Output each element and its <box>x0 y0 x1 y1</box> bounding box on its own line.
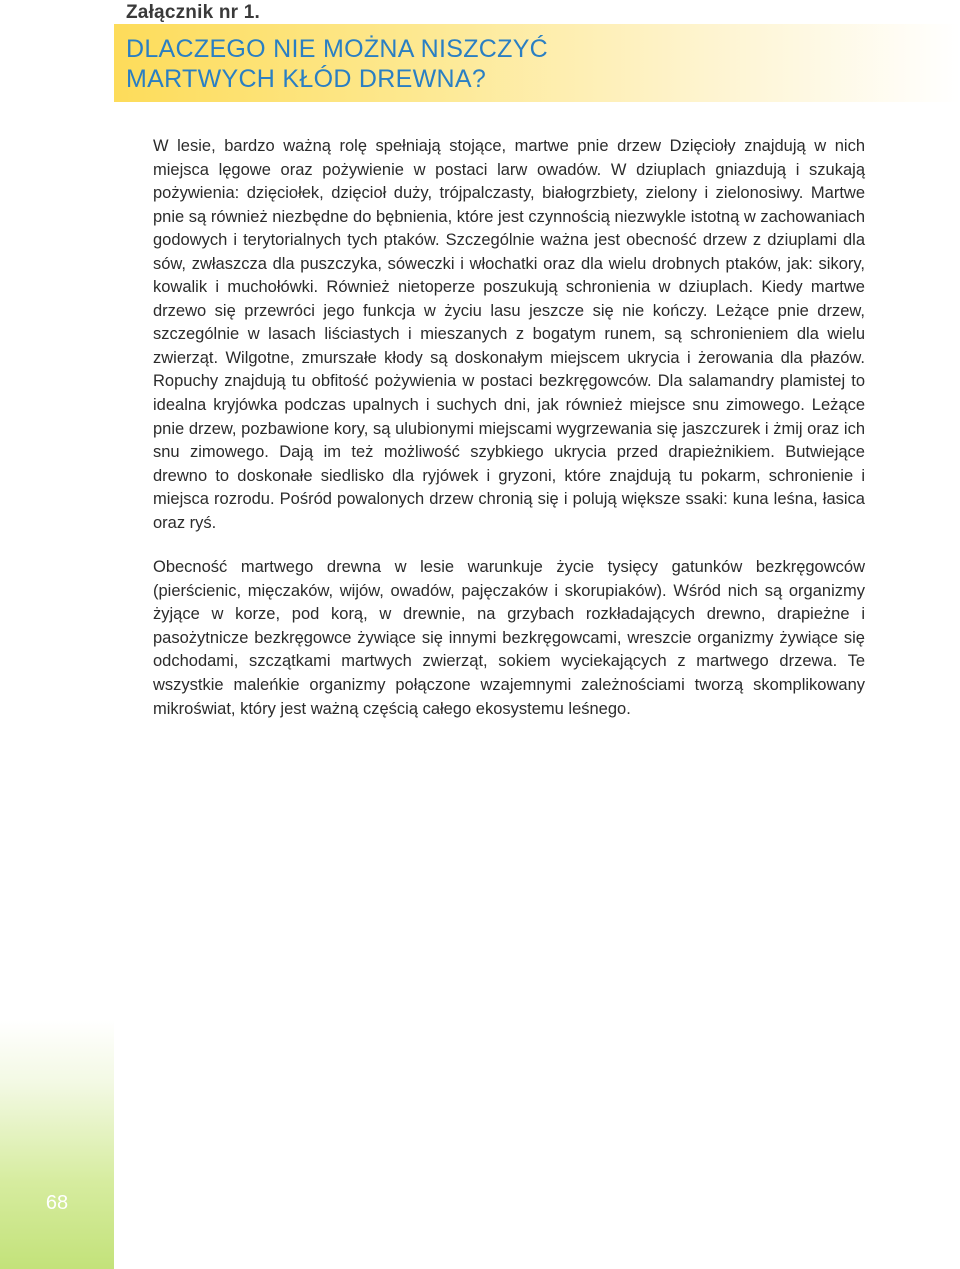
side-strip <box>0 1020 114 1269</box>
paragraph-2: Obecność martwego drewna w lesie warunkuje życie tysięcy gatunków bezkręgowców (pierścienic, mięczaków, wijów, owadów, pajęczaków i skorupiaków). Wśród nich są organizmy żyjące w korze, pod korą, w drewnie, na grzybach rozkładających drewno, drapieżne i pasożytnicze bezkręgowce żywiące się innymi bezkręgowcami, wreszcie organizmy żywiące się odchodami, szczątkami martwych zwierząt, sokiem wyciekających z martwego drzewa. Te wszystkie maleńkie organizmy połączone wzajemnymi zależnościami tworzą skomplikowany mikroświat, który jest ważną częścią całego ekosystemu leśnego. <box>153 558 865 718</box>
page-title-line-1: DLACZEGO NIE MOŻNA NISZCZYĆ <box>126 35 549 63</box>
page-title-line-2: MARTWYCH KŁÓD DREWNA? <box>126 65 487 93</box>
body-text <box>153 135 865 721</box>
page-number: 68 <box>45 1192 69 1214</box>
paragraph-1: W lesie, bardzo ważną rolę spełniają stojące, martwe pnie drzew Dzięcioły znajdują w nich miejsca lęgowe oraz pożywienie w postaci larw owadów. W dziuplach gniazdują i szukają pożywienia: dzięciołek, dzięcioł duży, trójpalczasty, białogrzbiety, zielony i zielonosiwy. Martwe pnie są również niezbędne do bębnienia, które jest czynnością niezwykle istotną w zachowaniach godowych i terytorialnych tych ptaków. Szczególnie ważna jest obecność drzew z dziuplami dla sów, zwłaszcza dla puszczyka, sóweczki i włochatki oraz dla wielu drobnych ptaków, jak: sikory, kowalik i muchołówki. Również nietoperze poszukują schronienia w dziuplach. Kiedy martwe drzewo się przewróci jego funkcja w życiu lasu jeszcze się nie kończy. Leżące pnie drzew, szczególnie w lasach liściastych i mieszanych z bogatym runem, są schronieniem dla wielu zwierząt. Wilgotne, zmurszałe kłody są doskonałym miejscem ukrycia i żerowania dla płazów. Ropuchy znajdują tu obfitość pożywienia w postaci bezkręgowców. Dla salamandry plamistej to idealna kryjówka podczas upalnych i suchych dni, jak również miejsce snu zimowego. Leżące pnie drzew, pozbawione kory, są ulubionymi miejscami wygrzewania się jaszczurek i żmij oraz ich snu zimowego. Dają im też możliwość szybkiego ukrycia przed drapieżnikiem. Butwiejące drewno to doskonałe siedlisko dla ryjówek i gryzoni, które znajdują tu pokarm, schronienie i miejsca rozrodu. Pośród powalonych drzew chronią się i polują większe ssaki: kuna leśna, łasica oraz ryś. <box>153 137 865 532</box>
attachment-label: Załącznik nr 1. <box>126 2 260 23</box>
page-title <box>126 34 548 94</box>
